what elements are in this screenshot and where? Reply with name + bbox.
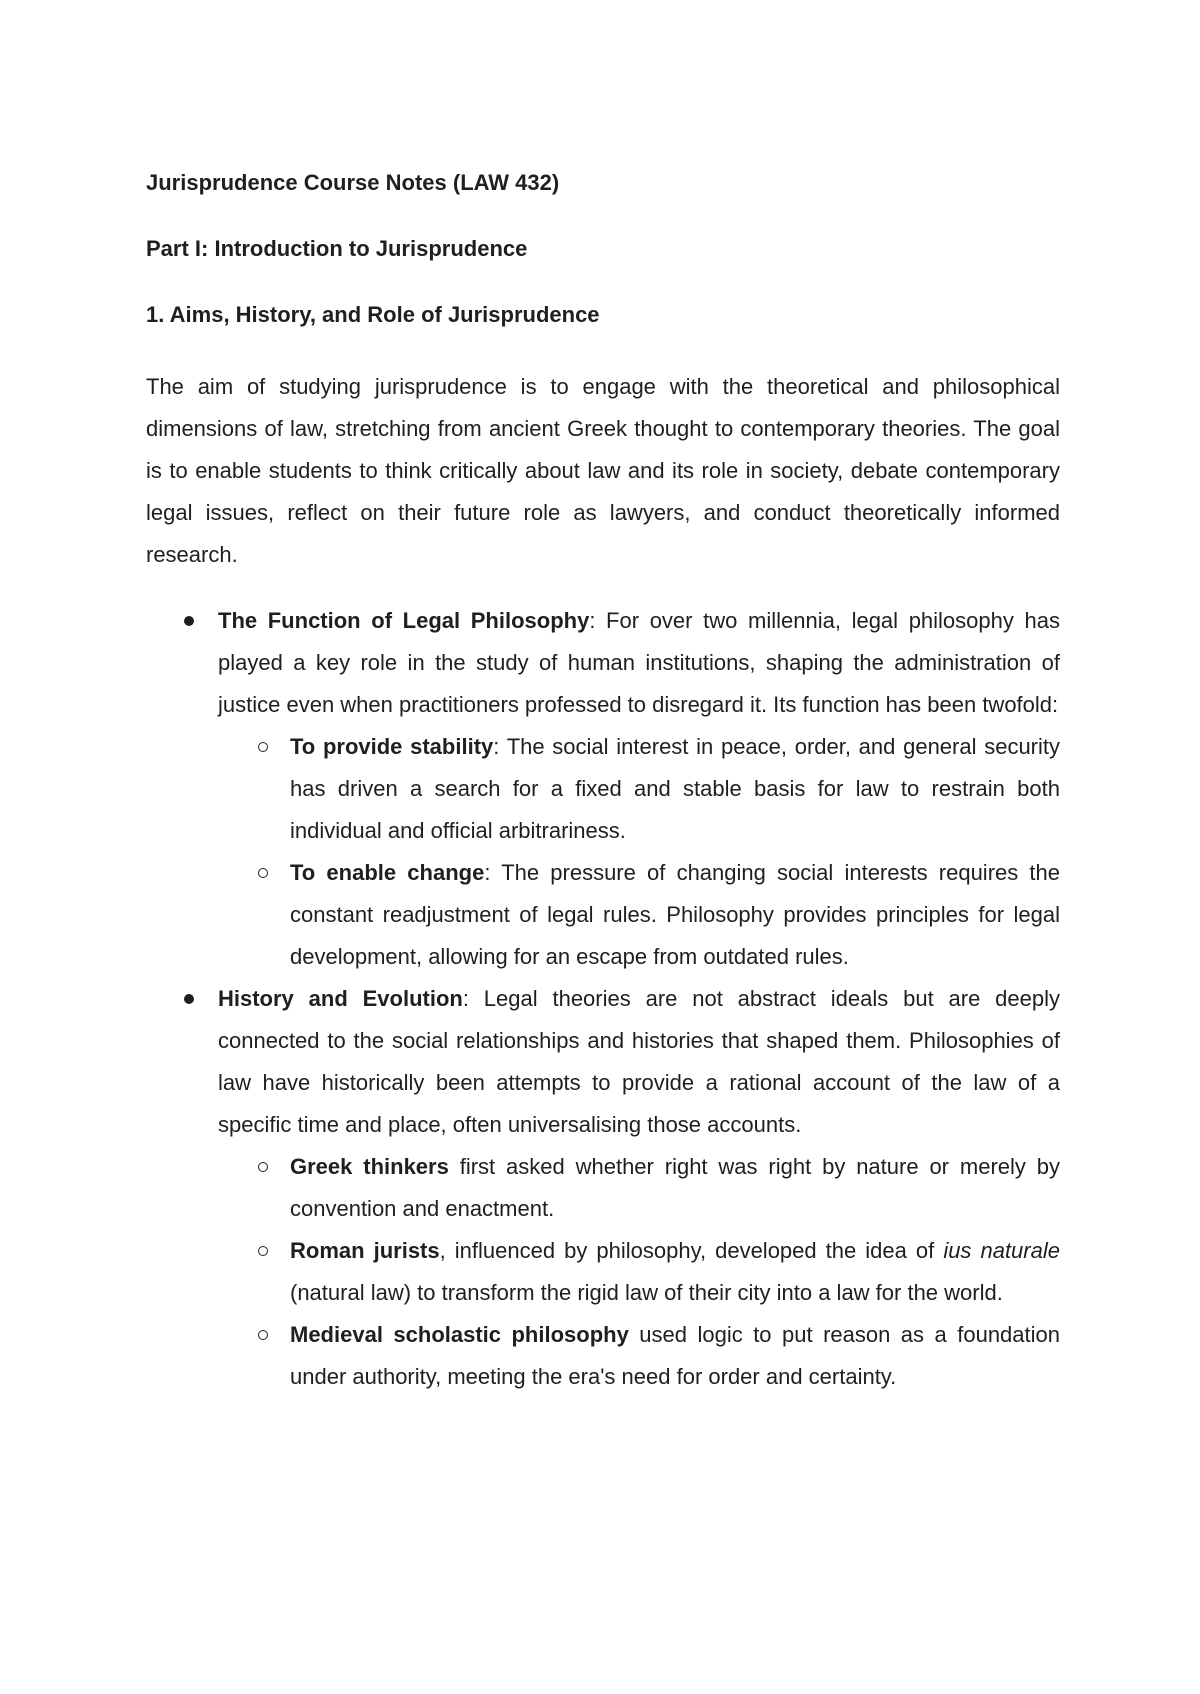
bullet-term: The Function of Legal Philosophy <box>218 608 590 633</box>
sub-italic-term: ius naturale <box>943 1238 1060 1263</box>
sub-item-roman-jurists <box>218 1230 1060 1314</box>
document-page <box>146 168 1060 1398</box>
sub-item-stability <box>218 726 1060 852</box>
sub-term: To provide stability <box>290 734 494 759</box>
sub-bullet-circle-icon <box>258 742 268 752</box>
sub-bullet-circle-icon <box>258 1162 268 1172</box>
part-heading: Part I: Introduction to Jurisprudence <box>146 236 528 261</box>
bullet-dot-icon <box>184 616 194 626</box>
sub-item-greek-thinkers <box>218 1146 1060 1230</box>
sub-text: (natural law) to transform the rigid law of their city into a law for the world. <box>290 1280 1003 1305</box>
bullet-text: : Legal theories are not abstract ideals but are deeply connected to the social relationships and histories that shaped them. Philosophies of law have historically been attempts to provide a rational account of the law of a specific time and place, often universalising those accounts. <box>218 986 1060 1137</box>
bullet-list <box>146 600 1060 1398</box>
sub-item-change <box>218 852 1060 978</box>
intro-paragraph: The aim of studying jurisprudence is to engage with the theoretical and philosophical dimensions of law, stretching from ancient Greek thought to contemporary theories. The goal is to enable students to think critically about law and its role in society, debate contemporary legal issues, reflect on their future role as lawyers, and conduct theoretically informed research. <box>146 374 1060 567</box>
bullet-dot-icon <box>184 994 194 1004</box>
document-title: Jurisprudence Course Notes (LAW 432) <box>146 170 560 195</box>
sub-text: : The pressure of changing social interests requires the constant readjustment of legal rules. Philosophy provides principles for legal development, allowing for an escape from outdated rules. <box>290 860 1061 969</box>
bullet-history-and-evolution <box>146 978 1060 1398</box>
sub-term: Roman jurists <box>290 1238 440 1263</box>
sub-term: To enable change <box>290 860 485 885</box>
bullet-text: : For over two millennia, legal philosophy has played a key role in the study of human institutions, shaping the administration of justice even when practitioners professed to disregard it. Its function has been twofold: <box>218 608 1060 717</box>
sub-text: first asked whether right was right by nature or merely by convention and enactment. <box>290 1154 1060 1221</box>
sub-bullet-circle-icon <box>258 1330 268 1340</box>
section-heading: 1. Aims, History, and Role of Jurisprudence <box>146 302 600 327</box>
sub-list <box>218 1146 1060 1398</box>
sub-text: , influenced by philosophy, developed the idea of <box>439 1238 944 1263</box>
sub-text: : The social interest in peace, order, and general security has driven a search for a fixed and stable basis for law to restrain both individual and official arbitrariness. <box>290 734 1061 843</box>
sub-list <box>218 726 1060 978</box>
sub-term: Medieval scholastic philosophy <box>290 1322 629 1347</box>
sub-bullet-circle-icon <box>258 868 268 878</box>
bullet-term: History and Evolution <box>218 986 463 1011</box>
bullet-function-of-legal-philosophy <box>146 600 1060 978</box>
sub-text: used logic to put reason as a foundation under authority, meeting the era's need for order and certainty. <box>290 1322 1060 1389</box>
sub-item-medieval-scholastic <box>218 1314 1060 1398</box>
sub-bullet-circle-icon <box>258 1246 268 1256</box>
sub-term: Greek thinkers <box>290 1154 449 1179</box>
